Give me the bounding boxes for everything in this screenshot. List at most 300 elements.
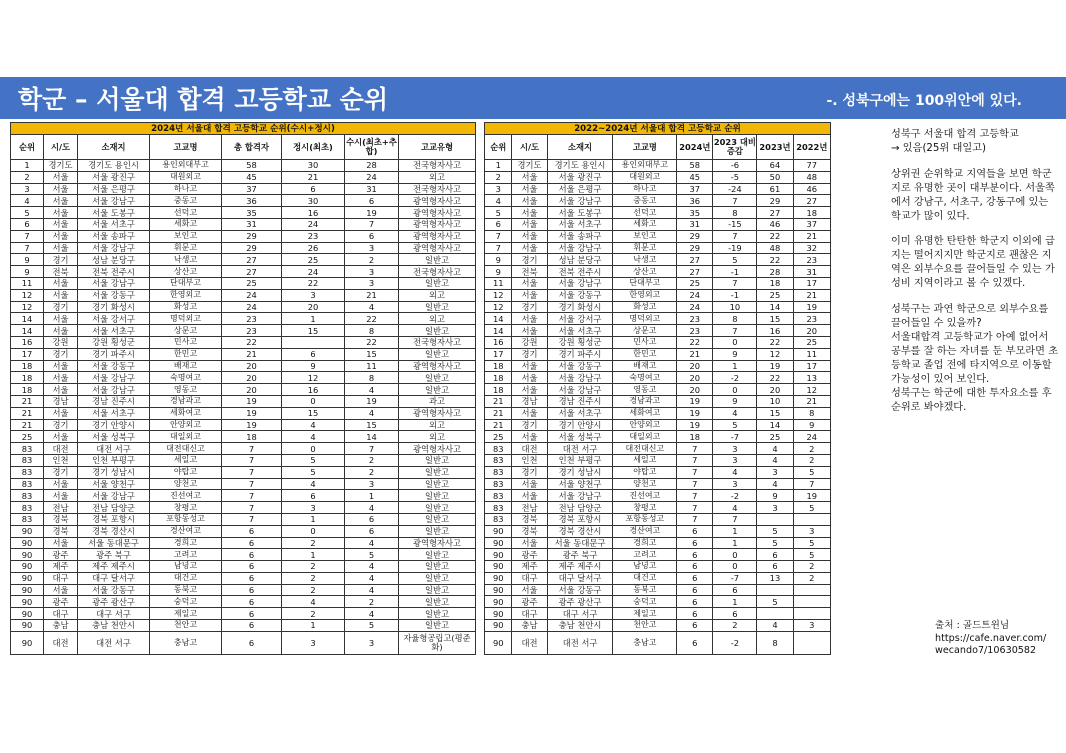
table-cell: 경남: [44, 395, 78, 407]
table-row: [11, 266, 476, 278]
table-cell: 6: [222, 584, 282, 596]
table-cell: 보인고: [150, 230, 222, 242]
table-cell: 90: [11, 620, 44, 632]
table-cell: 서울: [512, 325, 547, 337]
column-header: 2024년: [677, 135, 713, 160]
page-subtitle: -. 성북구에는 100위안에 있다.: [826, 93, 1022, 109]
table-cell: 서울 강남구: [547, 195, 613, 207]
table-cell: 서울: [44, 407, 78, 419]
table-cell: 7: [222, 502, 282, 514]
table-cell: 대구: [44, 608, 78, 620]
table-cell: 1: [282, 549, 345, 561]
table-cell: 4: [345, 407, 399, 419]
table-cell: 일반고: [399, 384, 476, 396]
table-cell: 83: [11, 490, 44, 502]
table-cell: 2: [793, 561, 830, 573]
table-cell: 83: [11, 454, 44, 466]
table-cell: 19: [677, 419, 713, 431]
table-cell: 광역형자사고: [399, 195, 476, 207]
table-cell: 7: [677, 478, 713, 490]
table-cell: 경기: [512, 348, 547, 360]
table-cell: 5: [757, 537, 793, 549]
table-cell: 경기: [512, 466, 547, 478]
table-cell: 4: [757, 443, 793, 455]
table-cell: 12: [11, 289, 44, 301]
table-row: [485, 572, 831, 584]
table-cell: 19: [793, 490, 830, 502]
table-row: [11, 631, 476, 654]
table-cell: 세일고: [613, 454, 677, 466]
table-row: [11, 513, 476, 525]
table-cell: 1: [11, 160, 44, 172]
table-cell: 5: [713, 419, 757, 431]
table-cell: 서울: [512, 242, 547, 254]
table-cell: -24: [713, 183, 757, 195]
table-cell: 서울 강남구: [78, 242, 150, 254]
table-cell: 46: [793, 183, 830, 195]
table-cell: 83: [11, 443, 44, 455]
table-cell: 서울 양천구: [547, 478, 613, 490]
table-row: [485, 549, 831, 561]
table-cell: 25: [757, 431, 793, 443]
table-cell: 경남과고: [150, 395, 222, 407]
table-cell: 7: [713, 513, 757, 525]
table-cell: 25: [282, 254, 345, 266]
table-cell: 22: [677, 336, 713, 348]
table-cell: 경기 파주시: [547, 348, 613, 360]
table-cell: 서울 도봉구: [78, 207, 150, 219]
table-cell: 3: [345, 631, 399, 654]
table-cell: 36: [677, 195, 713, 207]
table-row: [485, 561, 831, 573]
table-cell: 충남: [512, 620, 547, 632]
table-cell: 17: [793, 360, 830, 372]
table-cell: 서울 송파구: [78, 230, 150, 242]
table-cell: 29: [677, 230, 713, 242]
table-cell: 23: [793, 254, 830, 266]
table-cell: 6: [677, 631, 713, 654]
table-cell: 6: [677, 620, 713, 632]
table-cell: 15: [282, 325, 345, 337]
table-row: [485, 195, 831, 207]
table-cell: 제일고: [613, 608, 677, 620]
table-cell: 12: [793, 384, 830, 396]
table-cell: 서울 강남구: [78, 372, 150, 384]
table-cell: 양천고: [613, 478, 677, 490]
table-row: [485, 289, 831, 301]
table-cell: 1: [485, 160, 512, 172]
table-cell: 경북: [44, 525, 78, 537]
table-cell: 7: [713, 325, 757, 337]
sidebar-note-4: 성북구는 과연 학군으로 외부수요를 끌어들일 수 있을까? 서울대합격 고등학교가 아예 없어서 공부를 잘 하는 자녀를 둔 부모라면 초등학교 졸업 전에 타지역으로 이동할 가능성이 있어 보인다. 성북구는 학군에 대한 투자요소를 후순위로 봐야겠다.: [891, 304, 1059, 413]
table-cell: 일반고: [399, 325, 476, 337]
table-cell: 서울 서초구: [547, 407, 613, 419]
table-row: [485, 584, 831, 596]
table-cell: 19: [793, 301, 830, 313]
table-cell: 20: [793, 325, 830, 337]
table-cell: 서울 강동구: [78, 360, 150, 372]
table-cell: 21: [793, 395, 830, 407]
table-cell: 7: [677, 490, 713, 502]
table-row: [485, 525, 831, 537]
table-row: [11, 478, 476, 490]
table-row: [11, 218, 476, 230]
table-cell: 4: [485, 195, 512, 207]
table-cell: 10: [757, 395, 793, 407]
table-cell: 전국형자사고: [399, 183, 476, 195]
table-cell: 서울: [512, 277, 547, 289]
table-cell: 14: [485, 313, 512, 325]
table-cell: 25: [485, 431, 512, 443]
table-cell: 25: [11, 431, 44, 443]
table-cell: 대구 달서구: [78, 572, 150, 584]
table-cell: -7: [713, 431, 757, 443]
table-cell: 12: [282, 372, 345, 384]
table-cell: 서울: [44, 242, 78, 254]
table-cell: 전남: [512, 502, 547, 514]
table-cell: 2: [345, 454, 399, 466]
table-cell: 대전: [44, 443, 78, 455]
table-cell: 배재고: [613, 360, 677, 372]
table-cell: 5: [793, 502, 830, 514]
table-cell: 양천고: [150, 478, 222, 490]
table-cell: 18: [793, 207, 830, 219]
table-row: [485, 372, 831, 384]
table-row: [11, 407, 476, 419]
table-cell: 35: [677, 207, 713, 219]
table-cell: 7: [677, 454, 713, 466]
table-cell: 6: [677, 561, 713, 573]
table-cell: 경기 안양시: [78, 419, 150, 431]
table-cell: 7: [222, 443, 282, 455]
table-cell: 서울: [512, 537, 547, 549]
table-cell: 전남 담양군: [547, 502, 613, 514]
table-cell: 61: [757, 183, 793, 195]
sidebar-note-1: 성북구 서울대 합격 고등학교 → 있음(25위 대일고): [891, 129, 1019, 154]
table-row: [11, 549, 476, 561]
table-cell: 고려고: [150, 549, 222, 561]
table-row: [485, 502, 831, 514]
table-cell: 14: [11, 325, 44, 337]
table-cell: 3: [11, 183, 44, 195]
table-row: [485, 419, 831, 431]
table-cell: 광주: [44, 549, 78, 561]
table-cell: 6: [345, 525, 399, 537]
table-cell: 광역형자사고: [399, 360, 476, 372]
table-row: [11, 525, 476, 537]
table-cell: 18: [757, 277, 793, 289]
table-cell: 2: [345, 466, 399, 478]
table-cell: 제주 제주시: [547, 561, 613, 573]
table-cell: 58: [222, 160, 282, 172]
table-cell: 11: [11, 277, 44, 289]
table-cell: 서울 은평구: [78, 183, 150, 195]
table-cell: 경북 포항시: [78, 513, 150, 525]
table-cell: 20: [757, 384, 793, 396]
table-cell: 24: [793, 431, 830, 443]
column-header: 2022년: [793, 135, 830, 160]
table-cell: 32: [793, 242, 830, 254]
table-cell: 일반고: [399, 490, 476, 502]
table-cell: 20: [677, 372, 713, 384]
table-row: [485, 336, 831, 348]
table-cell: 경기: [44, 466, 78, 478]
table-cell: 광역형자사고: [399, 242, 476, 254]
table-cell: 일반고: [399, 502, 476, 514]
table-cell: 17: [793, 277, 830, 289]
table-cell: 광주: [512, 596, 547, 608]
table-cell: 일반고: [399, 454, 476, 466]
table-cell: 23: [677, 313, 713, 325]
table-cell: 0: [713, 384, 757, 396]
table-cell: 대전: [44, 631, 78, 654]
column-header: 순위: [485, 135, 512, 160]
table-cell: 충남고: [613, 631, 677, 654]
table-cell: 15: [757, 313, 793, 325]
sidebar-note-3: 이미 유명한 탄탄한 학군지 이외에 급지는 떨어지지만 학군지로 괜찮은 지역은 외부수요를 끌어들일 수 있는 가성비 지역이라고 볼 수 있겠다.: [891, 236, 1055, 289]
table-cell: 6: [222, 537, 282, 549]
table-cell: 18: [485, 372, 512, 384]
table-cell: 숙명여고: [613, 372, 677, 384]
table-cell: 27: [677, 254, 713, 266]
table-cell: 전북: [512, 266, 547, 278]
table-cell: 서울: [512, 384, 547, 396]
table-cell: 15: [757, 407, 793, 419]
table-cell: 3: [713, 454, 757, 466]
table-cell: 서울 강동구: [78, 584, 150, 596]
table-cell: 경기도 용인시: [547, 160, 613, 172]
table-cell: 서울 강동구: [547, 289, 613, 301]
table-cell: 서울: [512, 218, 547, 230]
column-header: 정시(최초): [282, 135, 345, 160]
table-cell: 서울 강남구: [78, 384, 150, 396]
table-cell: 7: [11, 230, 44, 242]
table-cell: 5: [713, 254, 757, 266]
table-cell: 진선여고: [150, 490, 222, 502]
table-cell: 광주: [44, 596, 78, 608]
table-cell: 6: [757, 561, 793, 573]
table-cell: 천안고: [150, 620, 222, 632]
source-credit: [935, 620, 1046, 658]
table-cell: 인천: [512, 454, 547, 466]
table-cell: -2: [713, 372, 757, 384]
table-cell: 대전: [512, 443, 547, 455]
table-cell: 30: [282, 195, 345, 207]
table-cell: 서울: [44, 183, 78, 195]
table-cell: 46: [757, 218, 793, 230]
table-row: [485, 325, 831, 337]
table-cell: 2: [282, 537, 345, 549]
table-cell: 보인고: [613, 230, 677, 242]
table-cell: 6: [713, 584, 757, 596]
table-cell: 23: [222, 325, 282, 337]
table-row: [485, 431, 831, 443]
table-cell: 하나고: [150, 183, 222, 195]
table-cell: 2: [793, 454, 830, 466]
table-cell: 22: [757, 230, 793, 242]
column-header: 고교명: [613, 135, 677, 160]
table-cell: 경기: [512, 419, 547, 431]
table-cell: 낙생고: [613, 254, 677, 266]
table-row: [11, 183, 476, 195]
table-cell: 15: [282, 407, 345, 419]
table-cell: 19: [345, 207, 399, 219]
table-cell: 5: [11, 207, 44, 219]
table-cell: [757, 608, 793, 620]
table-cell: 휘문고: [613, 242, 677, 254]
table-cell: 24: [345, 171, 399, 183]
table-cell: 명덕외고: [150, 313, 222, 325]
table-cell: 19: [677, 407, 713, 419]
table-cell: 6: [677, 549, 713, 561]
table-cell: 22: [757, 254, 793, 266]
table-cell: 21: [793, 230, 830, 242]
table-cell: [793, 513, 830, 525]
table-cell: 경기: [44, 419, 78, 431]
table-cell: 2: [793, 572, 830, 584]
table-cell: 낙생고: [150, 254, 222, 266]
table-cell: 2: [485, 171, 512, 183]
table-cell: 서울 강동구: [547, 584, 613, 596]
table-cell: 16: [282, 207, 345, 219]
table-cell: 선덕고: [613, 207, 677, 219]
column-header: 시/도: [512, 135, 547, 160]
table-cell: 17: [11, 348, 44, 360]
table-cell: 90: [11, 561, 44, 573]
table-cell: 0: [282, 443, 345, 455]
table-cell: 83: [485, 490, 512, 502]
table-cell: 18: [485, 384, 512, 396]
table-cell: 경기: [512, 254, 547, 266]
table-cell: 1: [713, 525, 757, 537]
table-cell: 서울: [512, 207, 547, 219]
table-cell: 90: [11, 631, 44, 654]
table-cell: 천안고: [613, 620, 677, 632]
table-cell: -6: [713, 160, 757, 172]
table-cell: 제주 제주시: [78, 561, 150, 573]
table-cell: 24: [282, 266, 345, 278]
table-cell: 24: [282, 218, 345, 230]
table-cell: 3: [282, 502, 345, 514]
table-cell: 서울: [44, 313, 78, 325]
table-cell: 48: [793, 171, 830, 183]
table-cell: 12: [485, 301, 512, 313]
table-cell: 경기: [44, 254, 78, 266]
table-cell: 서울: [44, 171, 78, 183]
table-cell: 제주: [44, 561, 78, 573]
table-cell: 25: [757, 289, 793, 301]
table-cell: 일반고: [399, 561, 476, 573]
table-cell: 광주: [512, 549, 547, 561]
table-cell: 83: [485, 454, 512, 466]
table-cell: 단대부고: [613, 277, 677, 289]
table-cell: 4: [282, 596, 345, 608]
table-cell: [282, 336, 345, 348]
table-cell: 전북 전주시: [547, 266, 613, 278]
table-cell: 8: [757, 631, 793, 654]
table-cell: 7: [677, 502, 713, 514]
table-cell: 서울: [44, 360, 78, 372]
table-cell: 83: [485, 478, 512, 490]
table-cell: 서울: [512, 313, 547, 325]
table-cell: 야탑고: [150, 466, 222, 478]
table-row: [485, 513, 831, 525]
table-row: [11, 171, 476, 183]
table-cell: 서울: [512, 584, 547, 596]
table-cell: 21: [222, 348, 282, 360]
table-cell: 서울 은평구: [547, 183, 613, 195]
table-cell: 6: [282, 348, 345, 360]
table-cell: 24: [222, 301, 282, 313]
table-cell: 90: [11, 596, 44, 608]
table-cell: 성남 분당구: [78, 254, 150, 266]
table-row: [11, 431, 476, 443]
table-row: [11, 230, 476, 242]
table-cell: 21: [11, 395, 44, 407]
table-cell: 22: [282, 277, 345, 289]
table-cell: 배재고: [150, 360, 222, 372]
table-row: [485, 466, 831, 478]
table-cell: 7: [485, 242, 512, 254]
table-cell: 한영외고: [613, 289, 677, 301]
table-cell: 7: [222, 454, 282, 466]
table-header-row: [485, 135, 831, 160]
table-cell: 0: [713, 549, 757, 561]
table-cell: 4: [757, 454, 793, 466]
table-cell: 90: [485, 631, 512, 654]
table-cell: 전북: [44, 266, 78, 278]
table-cell: 11: [485, 277, 512, 289]
table-cell: 7: [222, 466, 282, 478]
column-header: 시/도: [44, 135, 78, 160]
table-cell: 6: [677, 537, 713, 549]
table-row: [11, 348, 476, 360]
table-cell: 성남 분당구: [547, 254, 613, 266]
table-cell: 상산고: [613, 266, 677, 278]
table-cell: 22: [345, 313, 399, 325]
table-row: [11, 537, 476, 549]
table-cell: 45: [222, 171, 282, 183]
table-row: [11, 325, 476, 337]
table-cell: 서울: [44, 325, 78, 337]
table-cell: 7: [222, 513, 282, 525]
table-cell: 경북: [512, 525, 547, 537]
table-row: [485, 242, 831, 254]
column-header: 소재지: [547, 135, 613, 160]
table-cell: 경기 안양시: [547, 419, 613, 431]
table-cell: 창평고: [150, 502, 222, 514]
table-row: [11, 443, 476, 455]
table-row: [11, 395, 476, 407]
table-cell: 4: [713, 407, 757, 419]
table-cell: 서울: [512, 230, 547, 242]
table-cell: -2: [713, 490, 757, 502]
table-cell: 27: [222, 254, 282, 266]
table-cell: 서울: [512, 478, 547, 490]
table-cell: 서울 강남구: [547, 277, 613, 289]
table-cell: 6: [485, 218, 512, 230]
table-cell: 9: [11, 266, 44, 278]
table-cell: 강원: [512, 336, 547, 348]
table-cell: 포항동성고: [150, 513, 222, 525]
table-cell: 충남고: [150, 631, 222, 654]
table-cell: 7: [345, 218, 399, 230]
table-cell: 충남: [44, 620, 78, 632]
table-cell: 90: [11, 608, 44, 620]
table-cell: [793, 608, 830, 620]
table-cell: 서울: [44, 277, 78, 289]
table-cell: 14: [757, 301, 793, 313]
